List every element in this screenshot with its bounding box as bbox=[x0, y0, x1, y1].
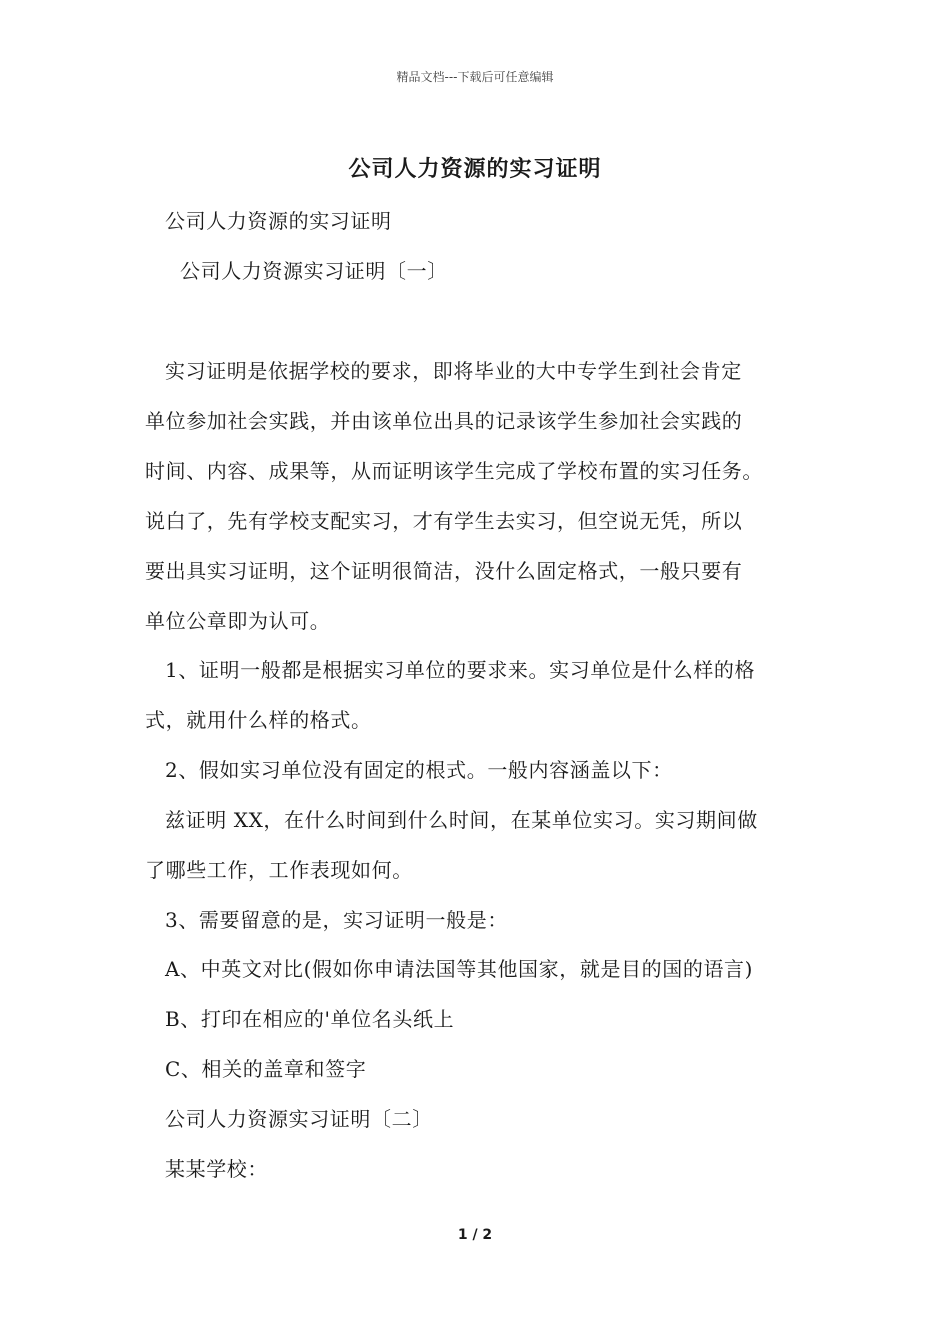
section2-heading: 公司人力资源实习证明〔二〕 bbox=[165, 1107, 433, 1131]
list-item-line: 3、需要留意的是，实习证明一般是： bbox=[165, 908, 508, 932]
paragraph-line: 兹证明 XX，在什么时间到什么时间，在某单位实习。实习期间做 bbox=[165, 808, 758, 832]
list-item-line: 式，就用什么样的格式。 bbox=[145, 708, 372, 732]
paragraph-line: 单位参加社会实践，并由该单位出具的记录该学生参加社会实践的 bbox=[145, 409, 743, 433]
header-note: 精品文档---下载后可任意编辑 bbox=[396, 70, 554, 84]
paragraph-line: 说白了，先有学校支配实习，才有学生去实习，但空说无凭，所以 bbox=[145, 509, 743, 533]
list-item-line: 1、证明一般都是根据实习单位的要求来。实习单位是什么样的格 bbox=[165, 658, 756, 682]
paragraph-line: 时间、内容、成果等，从而证明该学生完成了学校布置的实习任务。 bbox=[145, 459, 763, 483]
page-number: 1 / 2 bbox=[457, 1227, 493, 1243]
subtitle: 公司人力资源的实习证明 bbox=[165, 209, 392, 233]
list-item-line: C、相关的盖章和签字 bbox=[165, 1057, 367, 1081]
list-item-line: A、中英文对比(假如你申请法国等其他国家，就是目的国的语言) bbox=[165, 957, 754, 981]
section1-heading: 公司人力资源实习证明〔一〕 bbox=[180, 259, 448, 283]
paragraph-line: 了哪些工作，工作表现如何。 bbox=[145, 858, 413, 882]
salutation: 某某学校： bbox=[165, 1157, 268, 1181]
list-item-line: B、打印在相应的'单位名头纸上 bbox=[165, 1007, 455, 1031]
list-item-line: 2、假如实习单位没有固定的根式。一般内容涵盖以下： bbox=[165, 758, 673, 782]
paragraph-line: 要出具实习证明，这个证明很简洁，没什么固定格式，一般只要有 bbox=[145, 559, 743, 583]
paragraph-line: 单位公章即为认可。 bbox=[145, 609, 331, 633]
document-title: 公司人力资源的实习证明 bbox=[348, 156, 602, 182]
paragraph-line: 实习证明是依据学校的要求，即将毕业的大中专学生到社会肯定 bbox=[165, 359, 742, 383]
